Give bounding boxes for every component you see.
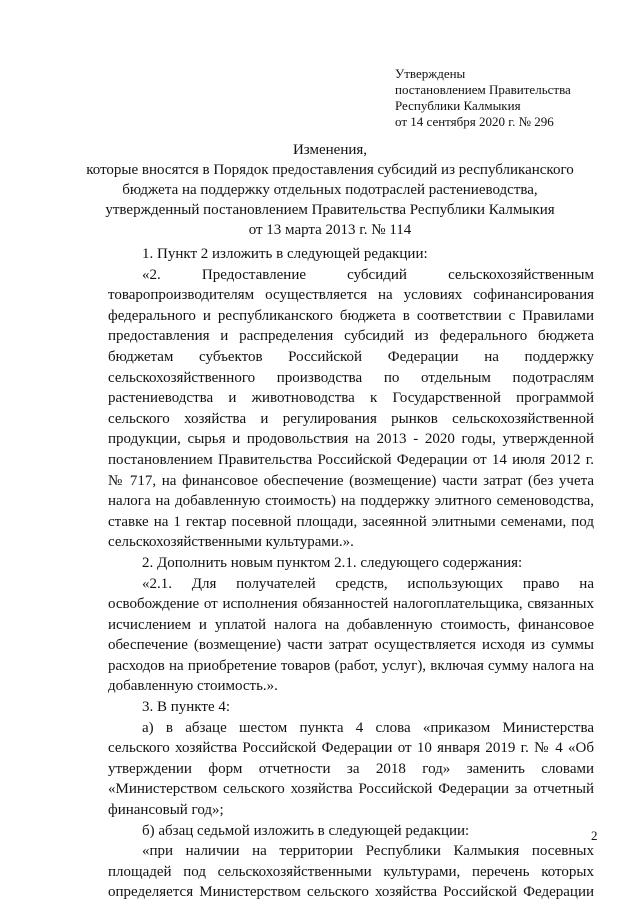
body-line: освобождение от исполнения обязанностей налогоплательщика, связанных [108, 596, 594, 613]
body-line: 2. Дополнить новым пунктом 2.1. следующего содержания: [142, 554, 523, 571]
approval-line: Республики Калмыкия [395, 98, 521, 113]
body-line: ставке на 1 гектар посевной площади, засеянной элитными семенами, под [108, 513, 594, 530]
body-line: 1. Пункт 2 изложить в следующей редакции: [142, 246, 428, 262]
body-line: определяется Министерством сельского хозяйства Российской Федерации [108, 884, 594, 901]
approval-stamp [395, 66, 630, 130]
title-line: которые вносятся в Порядок предоставления субсидий из республиканского [86, 162, 574, 178]
body-line: обеспечение (возмещение) части затрат осуществляется исходя из суммы [108, 637, 594, 654]
approval-line: постановлением Правительства [395, 82, 571, 97]
body-line: растениеводства и животноводства к Государственной программой [108, 390, 594, 407]
body-line: федерального и республиканского бюджета в соответствии с Правилами [108, 307, 594, 324]
body-line: добавленную стоимость.». [108, 678, 278, 695]
body-line: финансовый год»; [108, 802, 224, 819]
title-line: от 13 марта 2013 г. № 114 [248, 222, 412, 238]
approval-line: от 14 сентября 2020 г. № 296 [395, 114, 554, 129]
body-line: постановлением Правительства Российской Федерации от 14 июля 2012 г. [108, 451, 594, 468]
body-line: б) абзац седьмой изложить в следующей редакции: [142, 822, 470, 839]
body-line: «при наличии на территории Республики Калмыкия посевных [142, 843, 594, 860]
body-line: налога на добавленную стоимость) на поддержку элитного семеноводства, [108, 493, 594, 510]
approval-line: Утверждены [395, 66, 466, 81]
body-line: утверждении форм отчетности за 2018 год» заменить словами [108, 760, 594, 777]
body-line: исчислением и уплатой налога на добавленную стоимость, финансовое [108, 616, 594, 633]
body-line: «2. Предоставление субсидий сельскохозяйственным [142, 266, 594, 283]
body-line: сельского хозяйства Российской Федерации от 10 января 2019 г. № 4 «Об [108, 740, 594, 757]
title-line: утвержденный постановлением Правительства Республики Калмыкия [105, 202, 555, 218]
title-line: бюджета на поддержку отдельных подотраслей растениеводства, [122, 182, 538, 198]
body-line: предоставления и распределения субсидий из федерального бюджета [108, 328, 594, 345]
page-number: 2 [591, 828, 598, 843]
body-line: сельского хозяйства и регулирования рынков сельскохозяйственной [108, 410, 594, 427]
body-line: расходов на приобретение товаров (работ, услуг), включая сумму налога на [108, 657, 594, 674]
body-line: продукции, сырья и продовольствия на 2013 - 2020 годы, утвержденной [108, 431, 594, 448]
body-line: «Министерством сельского хозяйства Российской Федерации за отчетный [108, 781, 594, 798]
title-line: Изменения, [292, 142, 368, 158]
body-line: площадей под сельскохозяйственными культурами, перечень которых [108, 863, 594, 880]
body-line: № 717, на финансовое обеспечение (возмещение) части затрат (без учета [108, 472, 594, 489]
body-line: сельскохозяйственными культурами.». [108, 534, 354, 551]
body-line: товаропроизводителям осуществляется на условиях софинансирования [108, 287, 594, 304]
document-title [60, 140, 600, 240]
body-line: а) в абзаце шестом пункта 4 слова «приказом Министерства [142, 719, 594, 736]
body-line: «2.1. Для получателей средств, использующих право на [142, 575, 594, 592]
document-body [108, 244, 594, 903]
body-line: бюджетам субъектов Российской Федерации на поддержку [108, 348, 594, 365]
body-line: сельскохозяйственного производства по отдельным подотраслям [108, 369, 594, 386]
body-line: 3. В пункте 4: [142, 699, 231, 716]
